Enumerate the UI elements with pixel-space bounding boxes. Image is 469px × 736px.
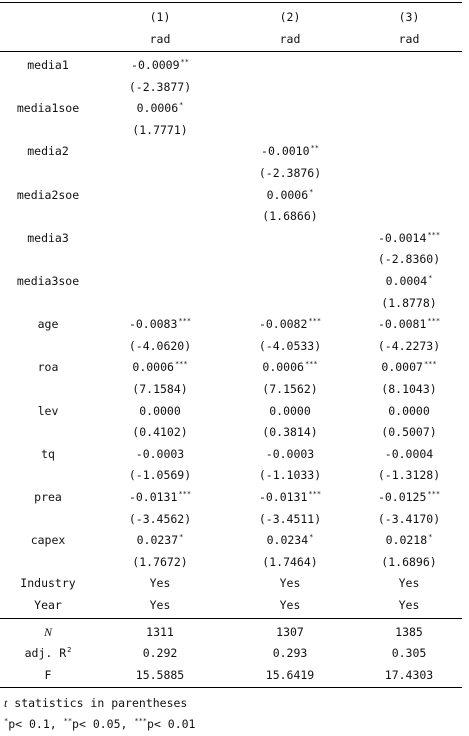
variable-label bbox=[0, 140, 96, 162]
stats-row bbox=[0, 642, 462, 664]
variable-label-text: capex bbox=[30, 533, 66, 547]
stat-value-text: 0.293 bbox=[272, 646, 308, 660]
tstat-cell bbox=[96, 551, 224, 573]
tstat-row-media1 bbox=[0, 76, 462, 98]
variable-label bbox=[0, 400, 96, 422]
coef-cell bbox=[356, 313, 462, 337]
tstat-cell bbox=[96, 421, 224, 443]
significance-stars: *** bbox=[178, 317, 192, 325]
variable-label bbox=[0, 184, 96, 206]
coef-row-prea bbox=[0, 486, 462, 508]
tstat-cell-text: (0.5007) bbox=[381, 425, 437, 439]
fixed-effect-value-text: Yes bbox=[279, 576, 301, 590]
tstat-cell bbox=[96, 378, 224, 400]
tstat-cell-text: (-3.4170) bbox=[377, 512, 441, 526]
tstat-cell bbox=[356, 551, 462, 573]
coef-row-media2soe bbox=[0, 184, 462, 206]
coef-cell bbox=[356, 529, 462, 553]
column-number bbox=[96, 6, 224, 28]
coef-cell-text: -0.0004 bbox=[384, 447, 434, 461]
coef-row-age bbox=[0, 313, 462, 335]
coef-cell-text: -0.0014 bbox=[377, 231, 427, 245]
significance-stars: *** bbox=[178, 490, 192, 498]
fixed-effect-value-text: Yes bbox=[149, 598, 171, 612]
variable-label-text: media1 bbox=[27, 58, 69, 72]
significance-stars: ** bbox=[310, 144, 319, 152]
coef-cell bbox=[356, 443, 462, 465]
stat-value-text: 0.292 bbox=[142, 646, 178, 660]
superscript: 2 bbox=[67, 646, 72, 654]
variable-label-text: age bbox=[37, 317, 59, 331]
variable-label bbox=[0, 529, 96, 551]
coef-row-media3soe bbox=[0, 270, 462, 292]
tstat-row-media3soe bbox=[0, 292, 462, 314]
tstat-cell-text: (-3.4562) bbox=[128, 512, 192, 526]
coef-cell bbox=[224, 443, 356, 465]
fixed-effect-label bbox=[0, 594, 96, 616]
coef-row-lev bbox=[0, 400, 462, 422]
tstat-cell-text: (-2.3876) bbox=[258, 166, 322, 180]
coef-cell-text: 0.0007 bbox=[381, 360, 423, 374]
variable-label bbox=[0, 356, 96, 378]
coef-row-tq bbox=[0, 443, 462, 465]
variable-label bbox=[0, 443, 96, 465]
fixed-effect-value-text: Yes bbox=[398, 598, 420, 612]
tstat-cell bbox=[224, 378, 356, 400]
coef-cell-text: 0.0000 bbox=[139, 404, 181, 418]
note-t-symbol: t bbox=[4, 696, 8, 710]
variable-label-text: lev bbox=[37, 404, 59, 418]
coef-row-media3 bbox=[0, 227, 462, 249]
coef-cell bbox=[96, 97, 224, 121]
significance-stars: *** bbox=[427, 490, 441, 498]
tstat-cell bbox=[356, 335, 462, 357]
fixed-effect-value bbox=[96, 572, 224, 594]
significance-stars: *** bbox=[174, 360, 188, 368]
tstat-cell bbox=[224, 162, 356, 184]
variable-label bbox=[0, 97, 96, 119]
column-depvar-text: rad bbox=[398, 32, 420, 46]
significance-stars: *** bbox=[308, 317, 322, 325]
coef-cell-text: 0.0006 bbox=[132, 360, 174, 374]
coef-cell bbox=[96, 54, 224, 78]
stat-label-text: adj. R bbox=[24, 646, 67, 660]
fixed-effect-label-text: Industry bbox=[20, 576, 76, 590]
tstat-cell bbox=[356, 464, 462, 486]
tstat-cell-text: (8.1043) bbox=[381, 382, 437, 396]
significance-stars: *** bbox=[423, 360, 437, 368]
column-depvar-text: rad bbox=[279, 32, 301, 46]
coef-cell bbox=[356, 356, 462, 380]
coef-cell-text: 0.0000 bbox=[388, 404, 430, 418]
tstat-cell-text: (-2.3877) bbox=[128, 80, 192, 94]
variable-label bbox=[0, 313, 96, 335]
fixed-effect-value-text: Yes bbox=[279, 598, 301, 612]
coef-cell-text: 0.0000 bbox=[269, 404, 311, 418]
tstat-row-media1soe bbox=[0, 119, 462, 141]
fixed-effect-value-text: Yes bbox=[149, 576, 171, 590]
coef-cell-text: -0.0081 bbox=[377, 317, 427, 331]
tstat-cell bbox=[96, 508, 224, 530]
stat-value bbox=[224, 664, 356, 686]
tstat-cell bbox=[224, 464, 356, 486]
stat-value bbox=[224, 621, 356, 643]
tstat-row-capex bbox=[0, 551, 462, 573]
stats-row bbox=[0, 664, 462, 686]
tstat-row-media2soe bbox=[0, 205, 462, 227]
tstat-cell-text: (1.7771) bbox=[132, 123, 188, 137]
tstat-cell bbox=[96, 119, 224, 141]
stat-value-text: 0.305 bbox=[391, 646, 427, 660]
tstat-cell bbox=[224, 508, 356, 530]
fixed-effect-value bbox=[356, 594, 462, 616]
column-depvar bbox=[356, 28, 462, 50]
coef-cell-text: -0.0082 bbox=[258, 317, 308, 331]
coef-cell bbox=[224, 486, 356, 510]
coef-cell-text: 0.0006 bbox=[136, 101, 179, 115]
header-row-numbers bbox=[0, 6, 462, 28]
coef-cell bbox=[224, 356, 356, 380]
variable-label bbox=[0, 270, 96, 292]
note-tstat bbox=[4, 693, 187, 713]
coef-cell-text: 0.0006 bbox=[262, 360, 304, 374]
tstat-cell bbox=[224, 205, 356, 227]
tstat-cell bbox=[224, 421, 356, 443]
significance-stars: ** bbox=[180, 58, 189, 66]
variable-label bbox=[0, 227, 96, 249]
significance-stars: * bbox=[179, 101, 184, 109]
note-star-symbol: * bbox=[4, 717, 9, 725]
stat-value-text: 17.4303 bbox=[384, 668, 434, 682]
note-threshold-text: p< 0.1, bbox=[8, 717, 64, 731]
variable-label-text: media2 bbox=[27, 144, 69, 158]
coef-cell bbox=[96, 529, 224, 553]
top-rule bbox=[0, 2, 462, 3]
stat-value-text: 1385 bbox=[395, 625, 423, 639]
tstat-cell bbox=[224, 551, 356, 573]
tstat-row-lev bbox=[0, 421, 462, 443]
coef-cell-text: 0.0237 bbox=[136, 533, 179, 547]
note-tstat-text: statistics in parentheses bbox=[7, 696, 188, 710]
variable-label bbox=[0, 54, 96, 76]
fixed-effect-value bbox=[356, 572, 462, 594]
coef-cell bbox=[96, 356, 224, 380]
tstat-cell bbox=[96, 464, 224, 486]
tstat-cell-text: (1.6896) bbox=[381, 555, 437, 569]
coef-cell-text: 0.0006 bbox=[266, 188, 309, 202]
coef-cell-text: 0.0218 bbox=[385, 533, 428, 547]
fixed-effect-value-text: Yes bbox=[398, 576, 420, 590]
coef-cell bbox=[224, 140, 356, 164]
significance-stars: *** bbox=[304, 360, 318, 368]
stat-value bbox=[96, 621, 224, 643]
coef-cell-text: -0.0010 bbox=[261, 144, 310, 158]
column-number bbox=[356, 6, 462, 28]
tstat-cell-text: (1.7464) bbox=[262, 555, 318, 569]
variable-label-text: roa bbox=[37, 360, 59, 374]
stat-label bbox=[0, 664, 96, 686]
tstat-row-age bbox=[0, 335, 462, 357]
tstat-cell-text: (-1.3128) bbox=[377, 468, 441, 482]
coef-cell bbox=[96, 400, 224, 422]
coef-cell-text: -0.0003 bbox=[265, 447, 315, 461]
stats-row bbox=[0, 621, 462, 643]
tstat-row-tq bbox=[0, 464, 462, 486]
header-rule bbox=[0, 51, 462, 52]
coef-cell-text: -0.0009 bbox=[131, 58, 180, 72]
coef-cell bbox=[96, 486, 224, 510]
coef-cell-text: -0.0125 bbox=[377, 490, 427, 504]
stat-value-text: 1311 bbox=[146, 625, 174, 639]
coef-cell-text: -0.0003 bbox=[135, 447, 185, 461]
column-number-text: (2) bbox=[279, 10, 301, 24]
variable-label-text: media3soe bbox=[16, 274, 80, 288]
tstat-cell bbox=[224, 335, 356, 357]
tstat-cell bbox=[356, 248, 462, 270]
variable-label-text: media2soe bbox=[16, 188, 80, 202]
stat-value bbox=[356, 664, 462, 686]
coef-cell-text: 0.0004 bbox=[385, 274, 428, 288]
note-significance bbox=[4, 714, 195, 736]
tstat-cell-text: (7.1584) bbox=[132, 382, 188, 396]
coef-cell bbox=[224, 529, 356, 553]
coef-row-capex bbox=[0, 529, 462, 551]
tstat-cell bbox=[356, 292, 462, 314]
coef-cell-text: -0.0131 bbox=[128, 490, 178, 504]
stat-value-text: 1307 bbox=[276, 625, 304, 639]
tstat-cell-text: (0.3814) bbox=[262, 425, 318, 439]
column-number bbox=[224, 6, 356, 28]
coef-row-media1soe bbox=[0, 97, 462, 119]
stat-value bbox=[96, 642, 224, 664]
coef-cell-text: 0.0234 bbox=[266, 533, 309, 547]
significance-stars: * bbox=[309, 533, 314, 541]
column-depvar bbox=[96, 28, 224, 50]
significance-stars: *** bbox=[427, 231, 441, 239]
fixed-effect-label-text: Year bbox=[34, 598, 62, 612]
fixed-effect-value bbox=[96, 594, 224, 616]
note-star-symbol: *** bbox=[134, 717, 148, 725]
stat-value bbox=[224, 642, 356, 664]
note-threshold-text: p< 0.01 bbox=[147, 717, 196, 731]
coef-row-media1 bbox=[0, 54, 462, 76]
tstat-cell-text: (-2.8360) bbox=[377, 252, 441, 266]
coef-cell bbox=[356, 270, 462, 294]
tstat-cell-text: (1.6866) bbox=[262, 209, 318, 223]
stat-label-text: F bbox=[44, 668, 52, 682]
tstat-row-media2 bbox=[0, 162, 462, 184]
significance-stars: *** bbox=[427, 317, 441, 325]
fixed-effect-row bbox=[0, 594, 462, 616]
tstat-cell-text: (1.8778) bbox=[381, 296, 437, 310]
tstat-cell-text: (-4.2273) bbox=[377, 339, 441, 353]
stat-value-text: 15.5885 bbox=[135, 668, 185, 682]
stat-value bbox=[356, 621, 462, 643]
variable-label bbox=[0, 486, 96, 508]
fixed-effect-row bbox=[0, 572, 462, 594]
stat-label bbox=[0, 642, 96, 666]
tstat-cell bbox=[356, 421, 462, 443]
column-depvar-text: rad bbox=[149, 32, 171, 46]
tstat-row-media3 bbox=[0, 248, 462, 270]
coef-cell-text: -0.0131 bbox=[258, 490, 308, 504]
tstat-row-roa bbox=[0, 378, 462, 400]
coef-cell bbox=[224, 400, 356, 422]
column-number-text: (1) bbox=[149, 10, 171, 24]
coef-cell bbox=[356, 400, 462, 422]
tstat-cell bbox=[96, 335, 224, 357]
significance-stars: * bbox=[428, 274, 433, 282]
fixed-effect-value bbox=[224, 572, 356, 594]
stat-label-text: N bbox=[43, 625, 52, 639]
significance-stars: * bbox=[179, 533, 184, 541]
note-threshold-text: p< 0.05, bbox=[72, 717, 135, 731]
coef-cell bbox=[96, 313, 224, 337]
significance-stars: *** bbox=[308, 490, 322, 498]
header-row-depvar bbox=[0, 28, 462, 50]
tstat-cell bbox=[356, 508, 462, 530]
tstat-cell bbox=[96, 76, 224, 98]
tstat-cell-text: (7.1562) bbox=[262, 382, 318, 396]
tstat-cell-text: (-1.1033) bbox=[258, 468, 322, 482]
significance-stars: * bbox=[309, 188, 314, 196]
tstat-cell bbox=[356, 378, 462, 400]
tstat-cell-text: (-4.0620) bbox=[128, 339, 192, 353]
coef-cell bbox=[356, 486, 462, 510]
variable-label-text: media1soe bbox=[16, 101, 80, 115]
column-depvar bbox=[224, 28, 356, 50]
stat-value bbox=[96, 664, 224, 686]
coef-row-roa bbox=[0, 356, 462, 378]
note-star-symbol: ** bbox=[63, 717, 73, 725]
stat-value-text: 15.6419 bbox=[265, 668, 315, 682]
fixed-effect-value bbox=[224, 594, 356, 616]
tstat-cell-text: (-3.4511) bbox=[258, 512, 322, 526]
tstat-cell-text: (1.7672) bbox=[132, 555, 188, 569]
stat-value bbox=[356, 642, 462, 664]
significance-stars: * bbox=[428, 533, 433, 541]
tstat-cell-text: (-1.0569) bbox=[128, 468, 192, 482]
tstat-cell-text: (-4.0533) bbox=[258, 339, 322, 353]
stats-rule bbox=[0, 618, 462, 619]
fixed-effect-label bbox=[0, 572, 96, 594]
variable-label-text: media3 bbox=[27, 231, 69, 245]
coef-cell-text: -0.0083 bbox=[128, 317, 178, 331]
coef-cell bbox=[224, 313, 356, 337]
stat-label bbox=[0, 621, 96, 643]
column-number-text: (3) bbox=[398, 10, 420, 24]
tstat-row-prea bbox=[0, 508, 462, 530]
variable-label-text: tq bbox=[41, 447, 55, 461]
tstat-cell-text: (0.4102) bbox=[132, 425, 188, 439]
bottom-rule bbox=[0, 687, 462, 688]
coef-cell bbox=[96, 443, 224, 465]
variable-label-text: prea bbox=[34, 490, 62, 504]
coef-row-media2 bbox=[0, 140, 462, 162]
